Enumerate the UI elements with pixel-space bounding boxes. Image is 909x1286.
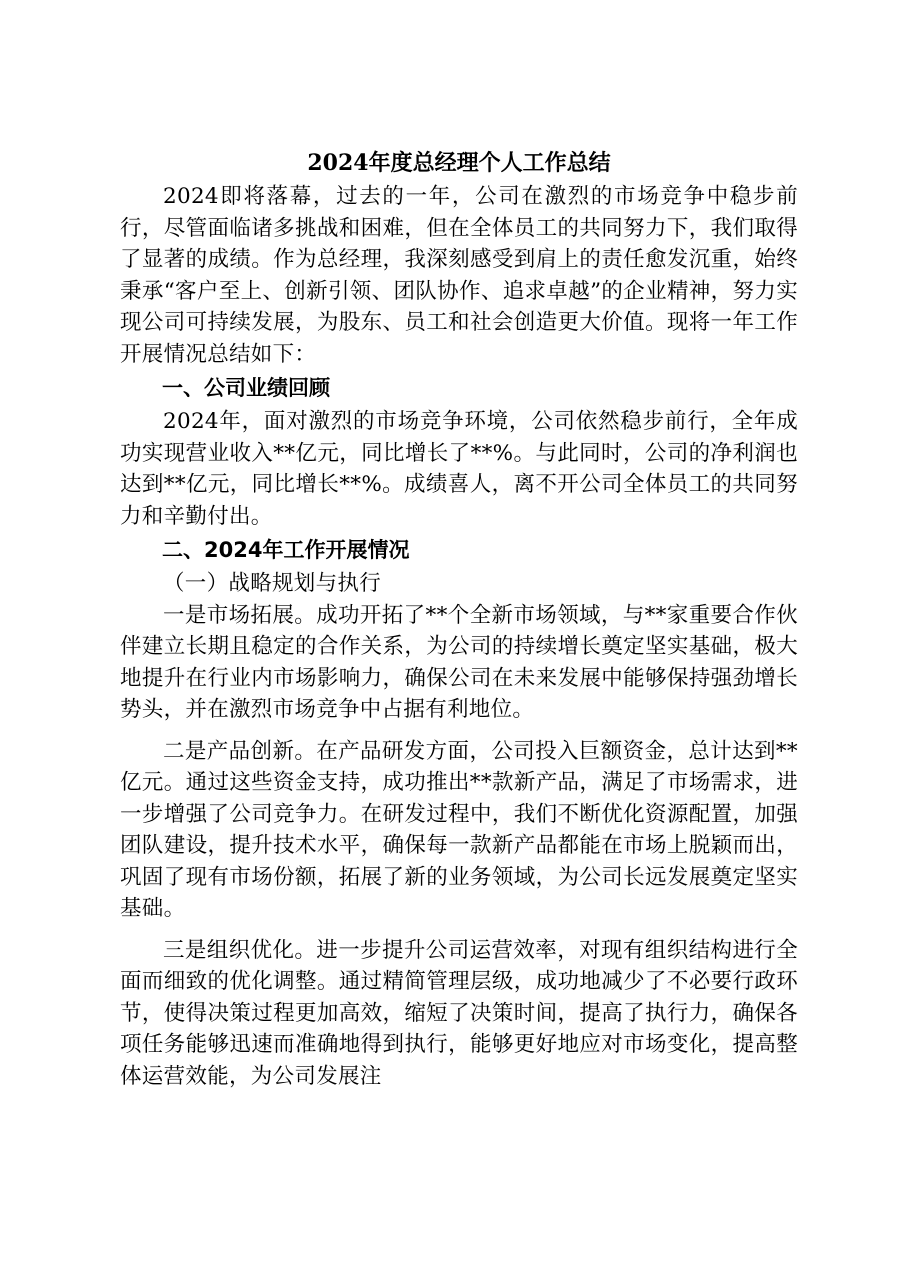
market-expansion-paragraph: 一是市场拓展。成功开拓了**个全新市场领域，与**家重要合作伙伴建立长期且稳定的合作关系，为公司的持续增长奠定坚实基础，极大地提升在行业内市场影响力，确保公司在未来发展中能够保持强劲增长势头，并在激烈市场竞争中占据有利地位。 xyxy=(120,602,798,722)
performance-review-paragraph: 2024年，面对激烈的市场竞争环境，公司依然稳步前行，全年成功实现营业收入**亿元，同比增长了**%。与此同时，公司的净利润也达到**亿元，同比增长**%。成绩喜人，离不开公司全体员工的共同努力和辛勤付出。 xyxy=(120,409,798,529)
section-heading-performance-review: 一、公司业绩回顾 xyxy=(162,376,330,400)
subsection-heading-strategy: （一）战略规划与执行 xyxy=(163,571,382,596)
intro-paragraph: 2024即将落幕，过去的一年，公司在激烈的市场竞争中稳步前行，尽管面临诸多挑战和困难，但在全体员工的共同努力下，我们取得了显著的成绩。作为总经理，我深刻感受到肩上的责任愈发沉重，始终秉承“客户至上、创新引领、团队协作、追求卓越”的企业精神，努力实现公司可持续发展，为股东、员工和社会创造更大价值。现将一年工作开展情况总结如下： xyxy=(120,184,798,367)
document-page xyxy=(120,145,798,1092)
section-heading-work-progress: 二、2024年工作开展情况 xyxy=(162,538,410,562)
product-innovation-paragraph: 二是产品创新。在产品研发方面，公司投入巨额资金，总计达到**亿元。通过这些资金支持，成功推出**款新产品，满足了市场需求，进一步增强了公司竞争力。在研发过程中，我们不断优化资源配置，加强团队建设，提升技术水平，确保每一款新产品都能在市场上脱颖而出，巩固了现有市场份额，拓展了新的业务领域，为公司长远发展奠定坚实基础。 xyxy=(120,738,798,921)
document-title: 2024年度总经理个人工作总结 xyxy=(307,150,611,176)
organization-optimization-paragraph: 三是组织优化。进一步提升公司运营效率，对现有组织结构进行全面而细致的优化调整。通过精简管理层级，成功地减少了不必要行政环节，使得决策过程更加高效，缩短了决策时间，提高了执行力，确保各项任务能够迅速而准确地得到执行，能够更好地应对市场变化，提高整体运营效能，为公司发展注 xyxy=(120,937,798,1089)
